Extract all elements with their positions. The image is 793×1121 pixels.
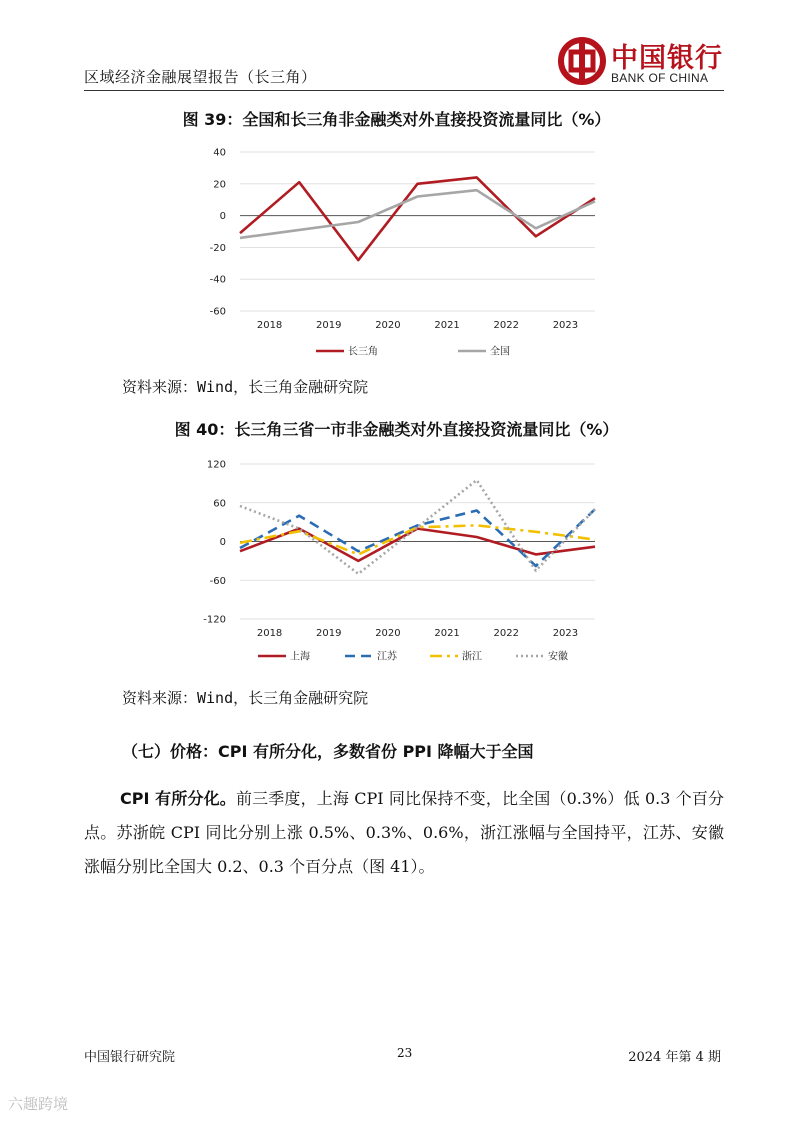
y-tick-label: 60 xyxy=(213,498,226,510)
footer-issue: 2024 年第 4 期 xyxy=(628,1050,721,1065)
y-tick-label: 0 xyxy=(219,537,226,548)
watermark: 六趣跨境 xyxy=(8,1095,69,1113)
legend-label: 江苏 xyxy=(377,651,397,663)
legend-label: 上海 xyxy=(290,651,310,663)
x-tick-label: 2022 xyxy=(493,628,519,639)
y-tick-label: -20 xyxy=(209,242,226,254)
figure-40-source: 资料来源：Wind，长三角金融研究院 xyxy=(122,689,369,707)
x-tick-label: 2020 xyxy=(375,628,401,639)
x-tick-label: 2020 xyxy=(375,320,401,331)
paragraph-lead: CPI 有所分化。 xyxy=(120,789,236,808)
figure-39-chart xyxy=(0,140,793,365)
report-title: 区域经济金融展望报告（长三角） xyxy=(84,68,317,86)
header-divider xyxy=(84,90,724,91)
y-tick-label: -40 xyxy=(209,274,226,286)
body-paragraph xyxy=(84,782,724,884)
x-tick-label: 2019 xyxy=(316,320,342,331)
y-tick-label: 40 xyxy=(213,147,226,159)
y-tick-label: 20 xyxy=(213,179,226,191)
y-tick-label: 0 xyxy=(219,211,226,223)
logo-chinese-name: 中国银行 xyxy=(611,43,723,74)
x-tick-label: 2018 xyxy=(256,628,283,639)
x-tick-label: 2022 xyxy=(493,320,519,331)
series-line-1 xyxy=(240,190,595,238)
x-tick-label: 2023 xyxy=(552,628,579,639)
x-tick-label: 2021 xyxy=(434,628,460,639)
figure-40-title: 图 40：长三角三省一市非金融类对外直接投资流量同比（%） xyxy=(174,420,619,439)
figure-40-chart xyxy=(0,455,793,670)
legend-label: 全国 xyxy=(490,346,510,358)
series-line-3 xyxy=(240,480,595,574)
x-tick-label: 2023 xyxy=(552,320,579,331)
x-tick-label: 2019 xyxy=(316,628,342,639)
section-heading: （七）价格：CPI 有所分化，多数省份 PPI 降幅大于全国 xyxy=(122,742,534,761)
y-tick-label: -120 xyxy=(203,614,226,626)
logo-english-name: BANK OF CHINA xyxy=(611,71,709,85)
series-line-1 xyxy=(240,509,595,566)
y-tick-label: -60 xyxy=(209,575,226,587)
legend-label: 长三角 xyxy=(348,346,378,358)
figure-39-source: 资料来源：Wind，长三角金融研究院 xyxy=(122,378,369,396)
x-tick-label: 2018 xyxy=(256,320,283,331)
figure-39-title: 图 39：全国和长三角非金融类对外直接投资流量同比（%） xyxy=(182,110,611,129)
footer-org: 中国银行研究院 xyxy=(84,1050,176,1065)
y-tick-label: -60 xyxy=(209,306,226,318)
legend-label: 安徽 xyxy=(548,651,568,663)
page-number: 23 xyxy=(397,1046,413,1060)
x-tick-label: 2021 xyxy=(434,320,460,331)
paragraph-text: 前三季度，上海 CPI 同比保持不变，比全国（0.3%）低 0.3 个百分点。苏浙皖 CPI 同比分别上涨 0.5%、0.3%、0.6%，浙江涨幅与全国持平，江苏、安徽涨幅分别比全国大 0.2、0.3 个百分点（图 41）。 xyxy=(84,789,724,876)
legend-label: 浙江 xyxy=(462,651,482,663)
y-tick-label: 120 xyxy=(206,459,226,471)
